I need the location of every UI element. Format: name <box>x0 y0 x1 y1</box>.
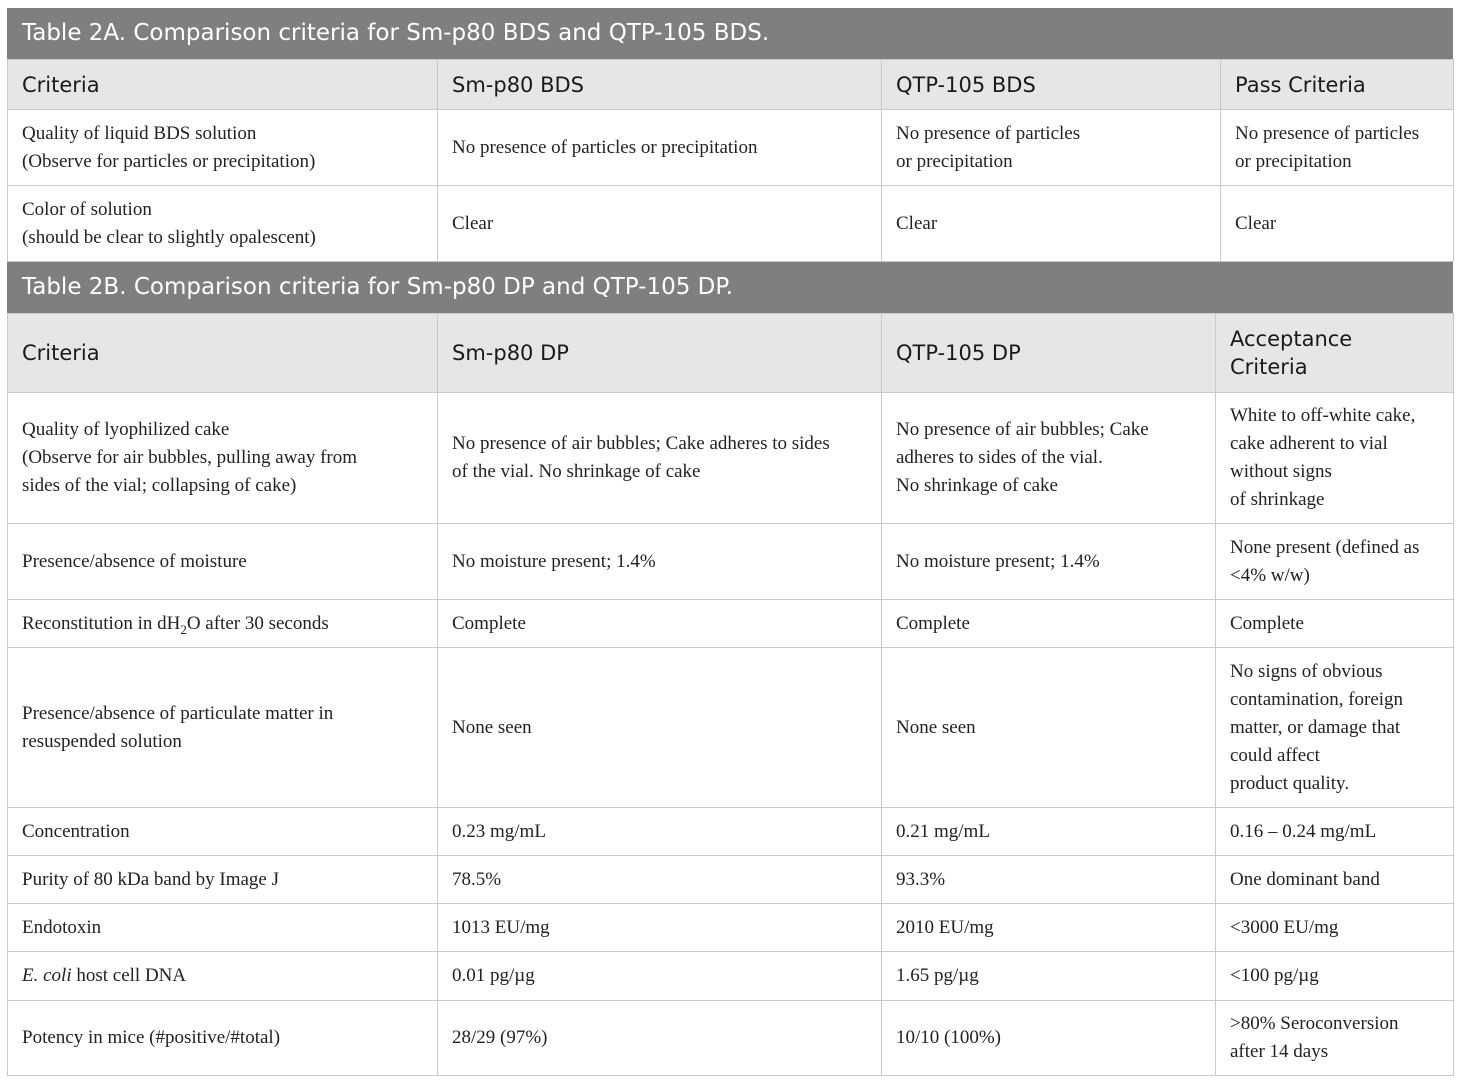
text-line: No presence of particles <box>1235 122 1420 144</box>
text-line: 78.5% <box>452 868 502 890</box>
cell-qtp105 <box>882 600 1216 648</box>
cell-qtp105 <box>882 952 1216 1001</box>
text-line: Presence/absence of moisture <box>22 550 247 572</box>
text-line: Complete <box>452 612 526 634</box>
text-line: White to off-white cake, <box>1230 405 1416 426</box>
text-line: One dominant band <box>1230 868 1380 890</box>
text-line: Purity of 80 kDa band by Image J <box>22 868 279 890</box>
cell-acceptance <box>1216 904 1454 952</box>
table-row <box>8 186 1454 262</box>
text-line: sides of the vial; collapsing of cake) <box>22 475 297 496</box>
cell-criteria <box>8 952 438 1001</box>
cell-smp80 <box>438 186 882 262</box>
cell-smp80 <box>438 952 882 1001</box>
cell-smp80 <box>438 600 882 648</box>
text-line: No presence of air bubbles; Cake adheres to sides <box>452 433 830 454</box>
text-line: of the vial. No shrinkage of cake <box>452 461 701 482</box>
table-row <box>8 110 1454 186</box>
cell-criteria <box>8 1001 438 1076</box>
text-line: 0.23 mg/mL <box>452 820 546 842</box>
text-line: (should be clear to slightly opalescent) <box>22 226 316 248</box>
text-line: 0.21 mg/mL <box>896 820 990 842</box>
header-line: Criteria <box>1230 355 1308 379</box>
text-line: or precipitation <box>1235 150 1352 172</box>
text-line: No moisture present; 1.4% <box>896 550 1100 572</box>
text-part: O after 30 seconds <box>186 612 329 634</box>
cell-criteria <box>8 393 438 524</box>
text-line: Complete <box>1230 612 1304 634</box>
text-line: 0.16 – 0.24 mg/mL <box>1230 820 1377 842</box>
cell-acceptance <box>1216 856 1454 904</box>
cell-smp80 <box>438 1001 882 1076</box>
text-line: 2010 EU/mg <box>896 916 994 938</box>
table-row <box>8 856 1454 904</box>
subscript: 2 <box>180 621 187 637</box>
cell-qtp105 <box>882 186 1221 262</box>
cell-smp80 <box>438 904 882 952</box>
cell-qtp105 <box>882 524 1216 600</box>
text-line: Clear <box>1235 212 1277 234</box>
text-line: Quality of lyophilized cake <box>22 419 230 440</box>
text-line: 28/29 (97%) <box>452 1027 548 1048</box>
text-line: No signs of obvious <box>1230 660 1383 682</box>
cell-smp80 <box>438 808 882 856</box>
cell-qtp105 <box>882 856 1216 904</box>
text-line: 1.65 pg/µg <box>896 965 979 986</box>
text-line: <4% w/w) <box>1230 564 1310 586</box>
table-2b <box>7 313 1454 1076</box>
cell-qtp105 <box>882 1001 1216 1076</box>
text-line: Color of solution <box>22 198 152 220</box>
text-line: Complete <box>896 612 970 634</box>
cell-criteria <box>8 856 438 904</box>
text-line: <3000 EU/mg <box>1230 916 1339 938</box>
text-line: No moisture present; 1.4% <box>452 550 656 572</box>
text-line: after 14 days <box>1230 1041 1329 1062</box>
text-line: cake adherent to vial <box>1230 433 1388 454</box>
text-line: Clear <box>896 212 938 234</box>
table-2a-header-row <box>8 60 1454 110</box>
cell-smp80 <box>438 110 882 186</box>
cell-acceptance <box>1216 393 1454 524</box>
cell-smp80 <box>438 524 882 600</box>
text-line: None present (defined as <box>1230 536 1420 558</box>
text-line: No presence of particles or precipitation <box>452 136 758 158</box>
table-row <box>8 393 1454 524</box>
cell-acceptance <box>1216 524 1454 600</box>
text-line: or precipitation <box>896 150 1013 172</box>
table-row <box>8 1001 1454 1076</box>
header-criteria: Criteria <box>8 314 438 393</box>
text-line: 93.3% <box>896 868 946 890</box>
table-row <box>8 904 1454 952</box>
organism-name: E. coli <box>22 965 72 986</box>
text-line: No shrinkage of cake <box>896 475 1058 496</box>
table-row <box>8 648 1454 808</box>
text-line: None seen <box>896 716 976 738</box>
text-line: resuspended solution <box>22 730 182 752</box>
cell-smp80 <box>438 393 882 524</box>
cell-qtp105 <box>882 393 1216 524</box>
text-part: Reconstitution in dH <box>22 612 181 634</box>
text-line: No presence of air bubbles; Cake <box>896 419 1149 440</box>
text-line: No presence of particles <box>896 122 1081 144</box>
header-acceptance-criteria <box>1216 314 1454 393</box>
cell-acceptance <box>1216 808 1454 856</box>
cell-pass <box>1221 110 1454 186</box>
text-line: Clear <box>452 212 494 234</box>
table-row <box>8 808 1454 856</box>
cell-criteria <box>8 808 438 856</box>
cell-acceptance <box>1216 600 1454 648</box>
header-qtp105-dp: QTP-105 DP <box>882 314 1216 393</box>
cell-criteria <box>8 904 438 952</box>
table-2a <box>7 59 1454 262</box>
header-smp80-bds: Sm-p80 BDS <box>438 60 882 110</box>
text-line: <100 pg/µg <box>1230 965 1319 986</box>
text-line: product quality. <box>1230 772 1350 794</box>
header-smp80-dp: Sm-p80 DP <box>438 314 882 393</box>
text-line: (Observe for air bubbles, pulling away from <box>22 447 358 468</box>
text-line: Presence/absence of particulate matter in <box>22 702 334 724</box>
text-line: 10/10 (100%) <box>896 1027 1002 1048</box>
header-criteria: Criteria <box>8 60 438 110</box>
table-row <box>8 952 1454 1001</box>
table-row <box>8 524 1454 600</box>
cell-acceptance <box>1216 648 1454 808</box>
text-line: contamination, foreign <box>1230 688 1404 710</box>
text-line: could affect <box>1230 744 1320 766</box>
text-line: >80% Seroconversion <box>1230 1013 1399 1034</box>
text-line: of shrinkage <box>1230 489 1325 510</box>
cell-criteria <box>8 648 438 808</box>
cell-acceptance <box>1216 1001 1454 1076</box>
cell-criteria <box>8 600 438 648</box>
table-2b-caption: Table 2B. Comparison criteria for Sm-p80 DP and QTP-105 DP. <box>7 262 1453 313</box>
cell-qtp105 <box>882 904 1216 952</box>
cell-criteria <box>8 186 438 262</box>
text-line: Quality of liquid BDS solution <box>22 122 257 144</box>
header-line: Acceptance <box>1230 327 1353 351</box>
text-line: Endotoxin <box>22 916 102 938</box>
cell-criteria <box>8 110 438 186</box>
text-line: (Observe for particles or precipitation) <box>22 150 316 172</box>
text-line: without signs <box>1230 461 1332 482</box>
table-2a-caption: Table 2A. Comparison criteria for Sm-p80 BDS and QTP-105 BDS. <box>7 8 1453 59</box>
text-line: 1013 EU/mg <box>452 916 550 938</box>
table-row <box>8 600 1454 648</box>
cell-qtp105 <box>882 648 1216 808</box>
cell-smp80 <box>438 648 882 808</box>
cell-qtp105 <box>882 110 1221 186</box>
cell-smp80 <box>438 856 882 904</box>
text-line: matter, or damage that <box>1230 716 1401 738</box>
table-container <box>7 8 1453 1076</box>
cell-qtp105 <box>882 808 1216 856</box>
text-part: host cell DNA <box>71 965 187 986</box>
cell-criteria <box>8 524 438 600</box>
text-line: Potency in mice (#positive/#total) <box>22 1027 281 1048</box>
text-line: 0.01 pg/µg <box>452 965 535 986</box>
table-2b-header-row <box>8 314 1454 393</box>
text-line: None seen <box>452 716 532 738</box>
text-line: adheres to sides of the vial. <box>896 447 1103 468</box>
header-qtp105-bds: QTP-105 BDS <box>882 60 1221 110</box>
cell-acceptance <box>1216 952 1454 1001</box>
header-pass-criteria: Pass Criteria <box>1221 60 1454 110</box>
cell-pass <box>1221 186 1454 262</box>
text-line: Concentration <box>22 820 130 842</box>
